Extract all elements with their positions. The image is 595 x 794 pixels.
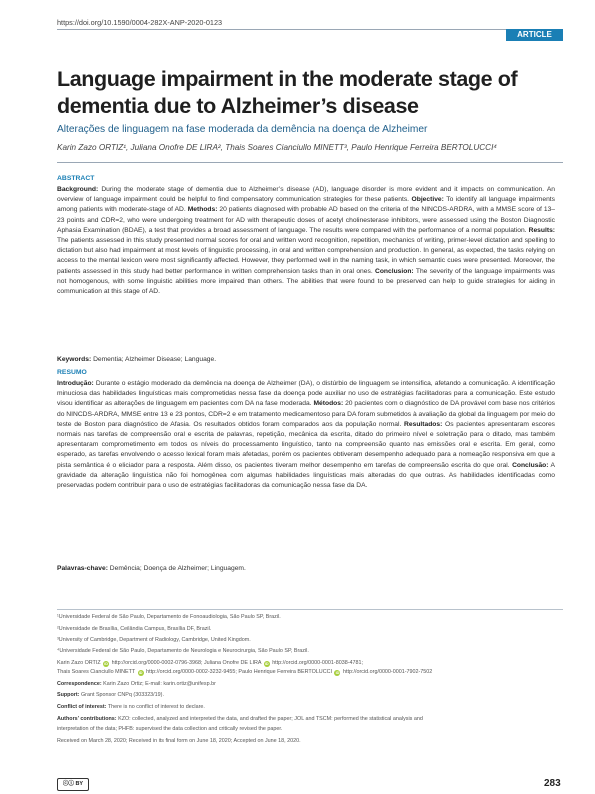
orcid-icon: iD xyxy=(335,671,340,675)
abstract-body xyxy=(57,185,555,297)
resumo-methods: 20 pacientes com o diagnóstico de DA provável com base nos critérios do NINCDS-ARDRA, MMSE entre 13 e 23 pontos, CDR=2 e em tratamento medicamentoso para DA foram submetidos à avaliação da global da linguagem por meio do teste de Boston para diagnóstico de Afasia. Os resultados obtidos foram comparados aos da população normal. xyxy=(57,400,556,428)
resumo-conclusion: A gravidade da alteração linguística não foi homogênea com algumas habilidades linguísticas mais alteradas do que outras. As habilidades identificadas como preservadas podem contribuir para o uso de estratégias facilitadoras da comunicação nessa fase da DA. xyxy=(57,461,555,490)
orcid-line-1 xyxy=(57,660,563,667)
resumo-results: Os pacientes apresentaram escores normais nas tarefas de compreensão oral e escrita de palavras, repetição, mecânica da escrita, ditado do primeiro nível e soletração para o ditado, mas também apresentaram comprometimento em todos os níveis do processamento linguístico, tanto na compreensão quanto nas emissões oral e escrita. Em geral, como esperado, as tarefas envolvendo o acesso lexical foram mais afetadas, porém os pacientes obtiveram desempenho adequado para a nomeação responsiva em que a pista semântica é o eliciador para a resposta. Além disso, os pacientes tiveram melhor desempenho em tarefas de compreensão escrita do que oral. xyxy=(57,420,556,469)
correspondence-value[interactable]: Karin Zazo Ortiz; E-mail: karin.ortiz@unifesp.br xyxy=(103,681,216,687)
affiliation-1: ¹Universidade Federal de São Paulo, Departamento de Fonoaudiologia, São Paulo SP, Brazil. xyxy=(57,614,281,620)
support-label: Support: xyxy=(57,692,80,698)
orcid-author-4: Paulo Henrique Ferreira BERTOLUCCI xyxy=(238,669,332,675)
cc-license-label: BY xyxy=(75,781,84,787)
cc-by-license-badge[interactable]: ⓒⓘ BY xyxy=(57,778,89,791)
orcid-line-2 xyxy=(57,669,563,676)
abstract-heading: ABSTRACT xyxy=(57,175,95,182)
affiliation-4: ⁴Universidade Federal de São Paulo, Departamento de Neurologia e Neurocirurgia, São Paulo SP, Brazil. xyxy=(57,648,309,654)
resumo-body xyxy=(57,379,555,491)
palavras-chave-value: Demência; Doença de Alzheimer; Linguagem. xyxy=(109,565,246,572)
contrib-value-2: interpretation of the data; PHFB: supervised the data collection and critically revised the paper. xyxy=(57,726,283,732)
abstract-objective: To identify all language impairments among patients with moderate-stage of AD. xyxy=(57,196,555,214)
conflict-label: Conflict of interest: xyxy=(57,704,107,710)
affiliation-2: ²Universidade de Brasília, Ceilândia Campus, Brasília DF, Brazil. xyxy=(57,626,212,632)
abstract-methods-label: Methods: xyxy=(187,206,218,214)
abstract-results: The patients assessed in this study presented normal scores for oral and written word recognition, repetition, mechanics of writing, primer-level dictation and spelling to dictation but also had impairment at most levels of linguistic processing, in oral and written comprehension and production. In general, as expected, the tasks relying on access to the mental lexicon were most significantly affected. However, they performed well in the naming task, in which semantic cues were presented. Moreover, the patients assessed in this study had better performance in written comprehension tasks than in oral ones. xyxy=(57,237,555,275)
article-subtitle: Alterações de linguagem na fase moderada da demência na doença de Alzheimer xyxy=(57,124,428,135)
abstract-background-label: Background: xyxy=(57,186,99,193)
resumo-heading: RESUMO xyxy=(57,369,87,376)
abstract-conclusion-label: Conclusion: xyxy=(375,267,414,275)
abstract-keywords xyxy=(57,356,555,363)
article-title: Language impairment in the moderate stage of dementia due to Alzheimer’s disease xyxy=(57,67,518,118)
orcid-author-1: Karin Zazo ORTIZ xyxy=(57,660,101,666)
keywords-label: Keywords: xyxy=(57,356,92,363)
conflict-of-interest xyxy=(57,704,563,710)
support xyxy=(57,692,563,698)
resumo-intro: Durante o estágio moderado da demência na doença de Alzheimer (DA), o distúrbio de linguagem se intensifica, afetando a comunicação. A identificação minuciosa das habilidades linguísticas mais comprometidas nessa fase da doença pode auxiliar no uso de estratégias facilitadoras para a comunicação. Este estudo visou identificar as alterações de linguagem em pacientes com DA na fase moderada. xyxy=(57,380,555,408)
abstract-methods: 20 patients diagnosed with probable AD based on the criteria of the NINCDS-ARDRA, with a MMSE score of 13–23 points and CDR=2, who were undergoing treatment for AD with therapeutic doses of acetyl cholinesterase inhibitors, were assessed using the Boston Diagnostic Aphasia Examination (BDAE), a test that provides a broad assessment of language. The results were compared with the performance of a normal population. xyxy=(57,206,556,234)
contrib-value-1: KZO: collected, analyzed and interpreted the data, and drafted the paper; JOL and TSCM: performed the statistical analysis and xyxy=(118,716,423,722)
abstract-conclusion: The severity of the language impairments was not homogenous, with some linguistic abilities more impaired than others. The abilities that were found to be preserved can help to guide strategies for aiding in communication at this stage of AD. xyxy=(57,267,555,296)
contrib-label: Authors’ contributions: xyxy=(57,716,117,722)
keywords-value: Dementia; Alzheimer Disease; Language. xyxy=(93,356,217,363)
resumo-methods-label: Métodos: xyxy=(313,400,344,408)
footnote-rule xyxy=(57,609,563,610)
correspondence-label: Correspondence: xyxy=(57,681,102,687)
article-type-badge: ARTICLE xyxy=(506,29,563,41)
resumo-results-label: Resultados: xyxy=(404,420,443,428)
resumo-intro-label: Introdução: xyxy=(57,380,94,387)
orcid-icon: iD xyxy=(104,662,109,666)
authors-rule xyxy=(57,162,563,163)
orcid-author-2: Juliana Onofre DE LIRA xyxy=(203,660,262,666)
header-rule xyxy=(57,29,563,30)
orcid-url-4[interactable]: http://orcid.org/0000-0001-7902-7502 xyxy=(342,669,433,675)
author-list: Karin Zazo ORTIZ¹, Juliana Onofre DE LIRA², Thais Soares Cianciullo MINETT³, Paulo Henrique Ferreira BERTOLUCCI⁴ xyxy=(57,143,497,152)
abstract-results-label: Results: xyxy=(528,226,556,234)
orcid-url-2[interactable]: http://orcid.org/0000-0001-8038-4781; xyxy=(272,660,363,666)
resumo-keywords xyxy=(57,565,555,572)
page-number: 283 xyxy=(544,778,561,789)
orcid-author-3: Thais Soares Cianciullo MINETT xyxy=(57,669,136,675)
resumo-conclusion-label: Conclusão: xyxy=(512,461,549,469)
doi-link[interactable]: https://doi.org/10.1590/0004-282X-ANP-2020-0123 xyxy=(57,18,223,27)
orcid-url-1[interactable]: http://orcid.org/0000-0002-0796-3968; xyxy=(111,660,203,666)
received-dates: Received on March 28, 2020; Received in its final form on June 18, 2020; Accepted on June 18, 2020. xyxy=(57,738,301,744)
correspondence xyxy=(57,681,563,687)
palavras-chave-label: Palavras-chave: xyxy=(57,565,108,572)
affiliation-3: ³University of Cambridge, Department of Radiology, Cambridge, United Kingdom. xyxy=(57,637,251,643)
abstract-objective-label: Objective: xyxy=(411,196,444,204)
authors-contributions xyxy=(57,716,563,722)
orcid-icon: iD xyxy=(138,671,143,675)
abstract-background: During the moderate stage of dementia due to Alzheimer’s disease (AD), language disorder is more evident and it impacts on communication. An overview of language impairment could be helpful to find compensatory communication strategies for these patients. xyxy=(57,186,556,204)
conflict-value: There is no conflict of interest to declare. xyxy=(107,704,205,710)
orcid-url-3[interactable]: http://orcid.org/0000-0002-3232-9455; xyxy=(146,669,237,675)
orcid-icon: iD xyxy=(264,662,269,666)
support-value: Grant Sponsor CNPq (303323/19). xyxy=(80,692,164,698)
